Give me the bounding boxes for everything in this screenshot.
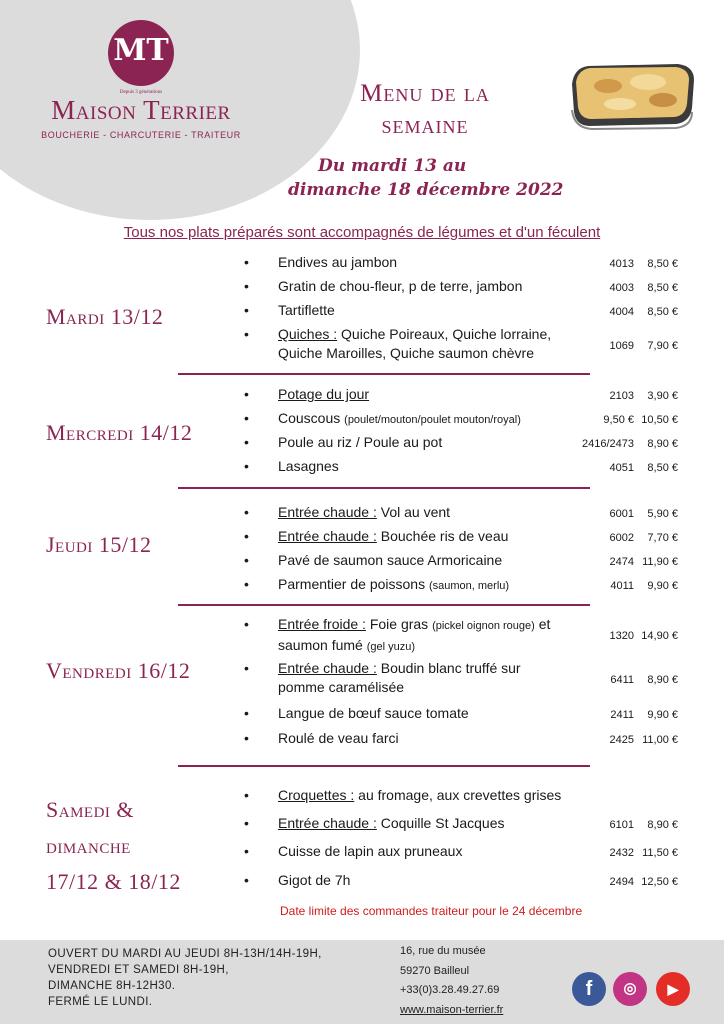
brand-tagline: Depuis 3 générations [119,90,163,95]
day-title-jeudi: Jeudi 15/12 [46,532,152,557]
brand-subtitle: BOUCHERIE - CHARCUTERIE - TRAITEUR [41,130,241,140]
day-title-vendredi: Vendredi 16/12 [46,658,191,683]
menu-title: Menu de la semaine [360,80,490,139]
section-divider [178,487,590,489]
order-deadline-notice: Date limite des commandes traiteur pour le 24 décembre [280,904,583,918]
brand-name: Maison Terrier [51,95,231,125]
logo-emblem: MT [108,20,174,86]
day-title-weekend: Samedi & dimanche 17/12 & 18/12 [46,797,181,894]
brand-logo [36,20,246,140]
section-divider [178,373,590,375]
section-divider [178,604,590,606]
section-divider [178,765,590,767]
day-title-mardi: Mardi 13/12 [46,304,164,329]
date-range-line2: dimanche 18 décembre 2022 [288,180,564,200]
address-city: 59270 Bailleul [400,964,470,977]
gratin-dish-image [568,58,698,132]
facebook-icon[interactable]: f [572,972,606,1006]
date-range-line1: Du mardi 13 au [318,156,467,176]
phone-number[interactable]: +33(0)3.28.49.27.69 [400,984,500,996]
website-link[interactable]: www.maison-terrier.fr [400,1003,504,1016]
accompaniment-notice: Tous nos plats préparés sont accompagnés de légumes et d'un féculent [123,224,601,241]
contact-info [400,942,503,1020]
opening-hours: OUVERT DU MARDI AU JEUDI 8H-13H/14H-19H, VENDREDI ET SAMEDI 8H-19H, DIMANCHE 8H-12H30. FERMÉ LE LUNDI. [48,948,322,1008]
day-title-mercredi: Mercredi 14/12 [46,420,193,445]
instagram-icon[interactable]: ◎ [613,972,647,1006]
youtube-icon[interactable]: ▶ [656,972,690,1006]
address-street: 16, rue du musée [400,945,486,957]
